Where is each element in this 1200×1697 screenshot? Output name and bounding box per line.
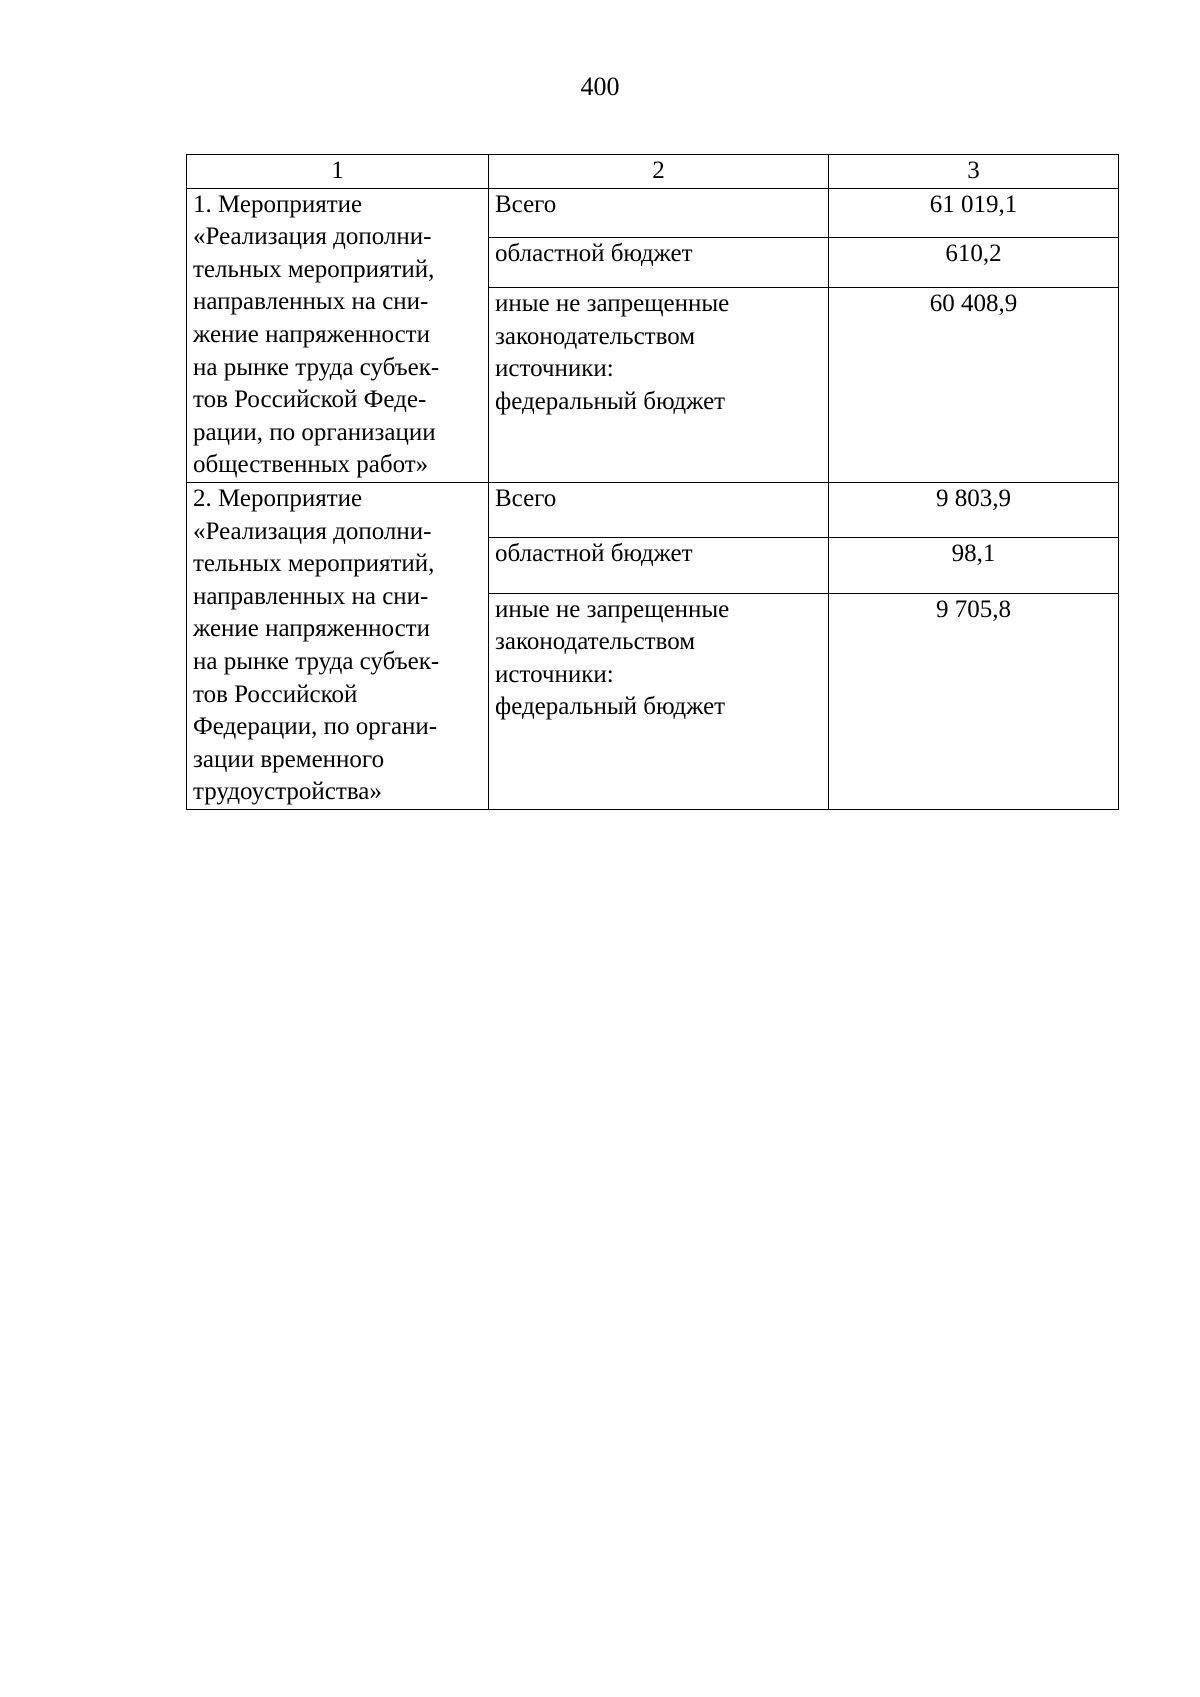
source-line: иные не запрещенные — [495, 290, 730, 318]
table-row — [187, 188, 1119, 238]
event-title-line: жение напряженности — [193, 320, 430, 348]
event-title-line: Федерации, по органи- — [193, 713, 438, 741]
event-title-line: трудоустройства» — [193, 778, 382, 806]
table-row — [187, 482, 1119, 537]
event-1-federal-value: 60 408,9 — [829, 288, 1119, 483]
event-title-line: тельных мероприятий, — [193, 550, 435, 578]
source-line: иные не запрещенные — [495, 595, 730, 623]
event-1-regional-label: областной бюджет — [489, 238, 829, 288]
event-title-line: «Реализация дополни- — [193, 517, 432, 545]
event-1-total-label: Всего — [489, 188, 829, 238]
event-1-title — [187, 188, 489, 482]
event-2-regional-value: 98,1 — [829, 538, 1119, 593]
source-line: источники: — [495, 660, 614, 688]
header-col-1: 1 — [187, 155, 489, 189]
source-line: законодательством — [495, 628, 696, 656]
event-2-total-value: 9 803,9 — [829, 482, 1119, 537]
source-line: федеральный бюджет — [495, 693, 726, 721]
event-title-line: «Реализация дополни- — [193, 223, 432, 251]
event-2-title — [187, 482, 489, 809]
event-title-line: 1. Мероприятие — [193, 190, 363, 218]
source-line: источники: — [495, 355, 614, 383]
header-col-2: 2 — [489, 155, 829, 189]
source-line: федеральный бюджет — [495, 387, 726, 415]
event-1-regional-value: 610,2 — [829, 238, 1119, 288]
event-2-regional-label: областной бюджет — [489, 538, 829, 593]
event-title-line: на рынке труда субъек- — [193, 353, 440, 381]
event-title-line: рации, по организации — [193, 418, 436, 446]
event-2-other-sources — [489, 593, 829, 809]
event-title-line: направленных на сни- — [193, 582, 429, 610]
page-number: 400 — [580, 72, 620, 101]
event-2-total-label: Всего — [489, 482, 829, 537]
budget-table — [186, 154, 1119, 810]
event-title-line: на рынке труда субъек- — [193, 647, 440, 675]
event-title-line: тов Российской — [193, 680, 358, 708]
event-1-total-value: 61 019,1 — [829, 188, 1119, 238]
event-title-line: общественных работ» — [193, 451, 429, 479]
table-header-row — [187, 155, 1119, 189]
event-title-line: жение напряженности — [193, 615, 430, 643]
event-2-federal-value: 9 705,8 — [829, 593, 1119, 809]
event-title-line: направленных на сни- — [193, 288, 429, 316]
source-line: законодательством — [495, 322, 696, 350]
event-title-line: 2. Мероприятие — [193, 484, 363, 512]
event-title-line: тельных мероприятий, — [193, 255, 435, 283]
event-title-line: зации временного — [193, 745, 385, 773]
event-1-other-sources — [489, 288, 829, 483]
header-col-3: 3 — [829, 155, 1119, 189]
event-title-line: тов Российской Феде- — [193, 386, 427, 414]
